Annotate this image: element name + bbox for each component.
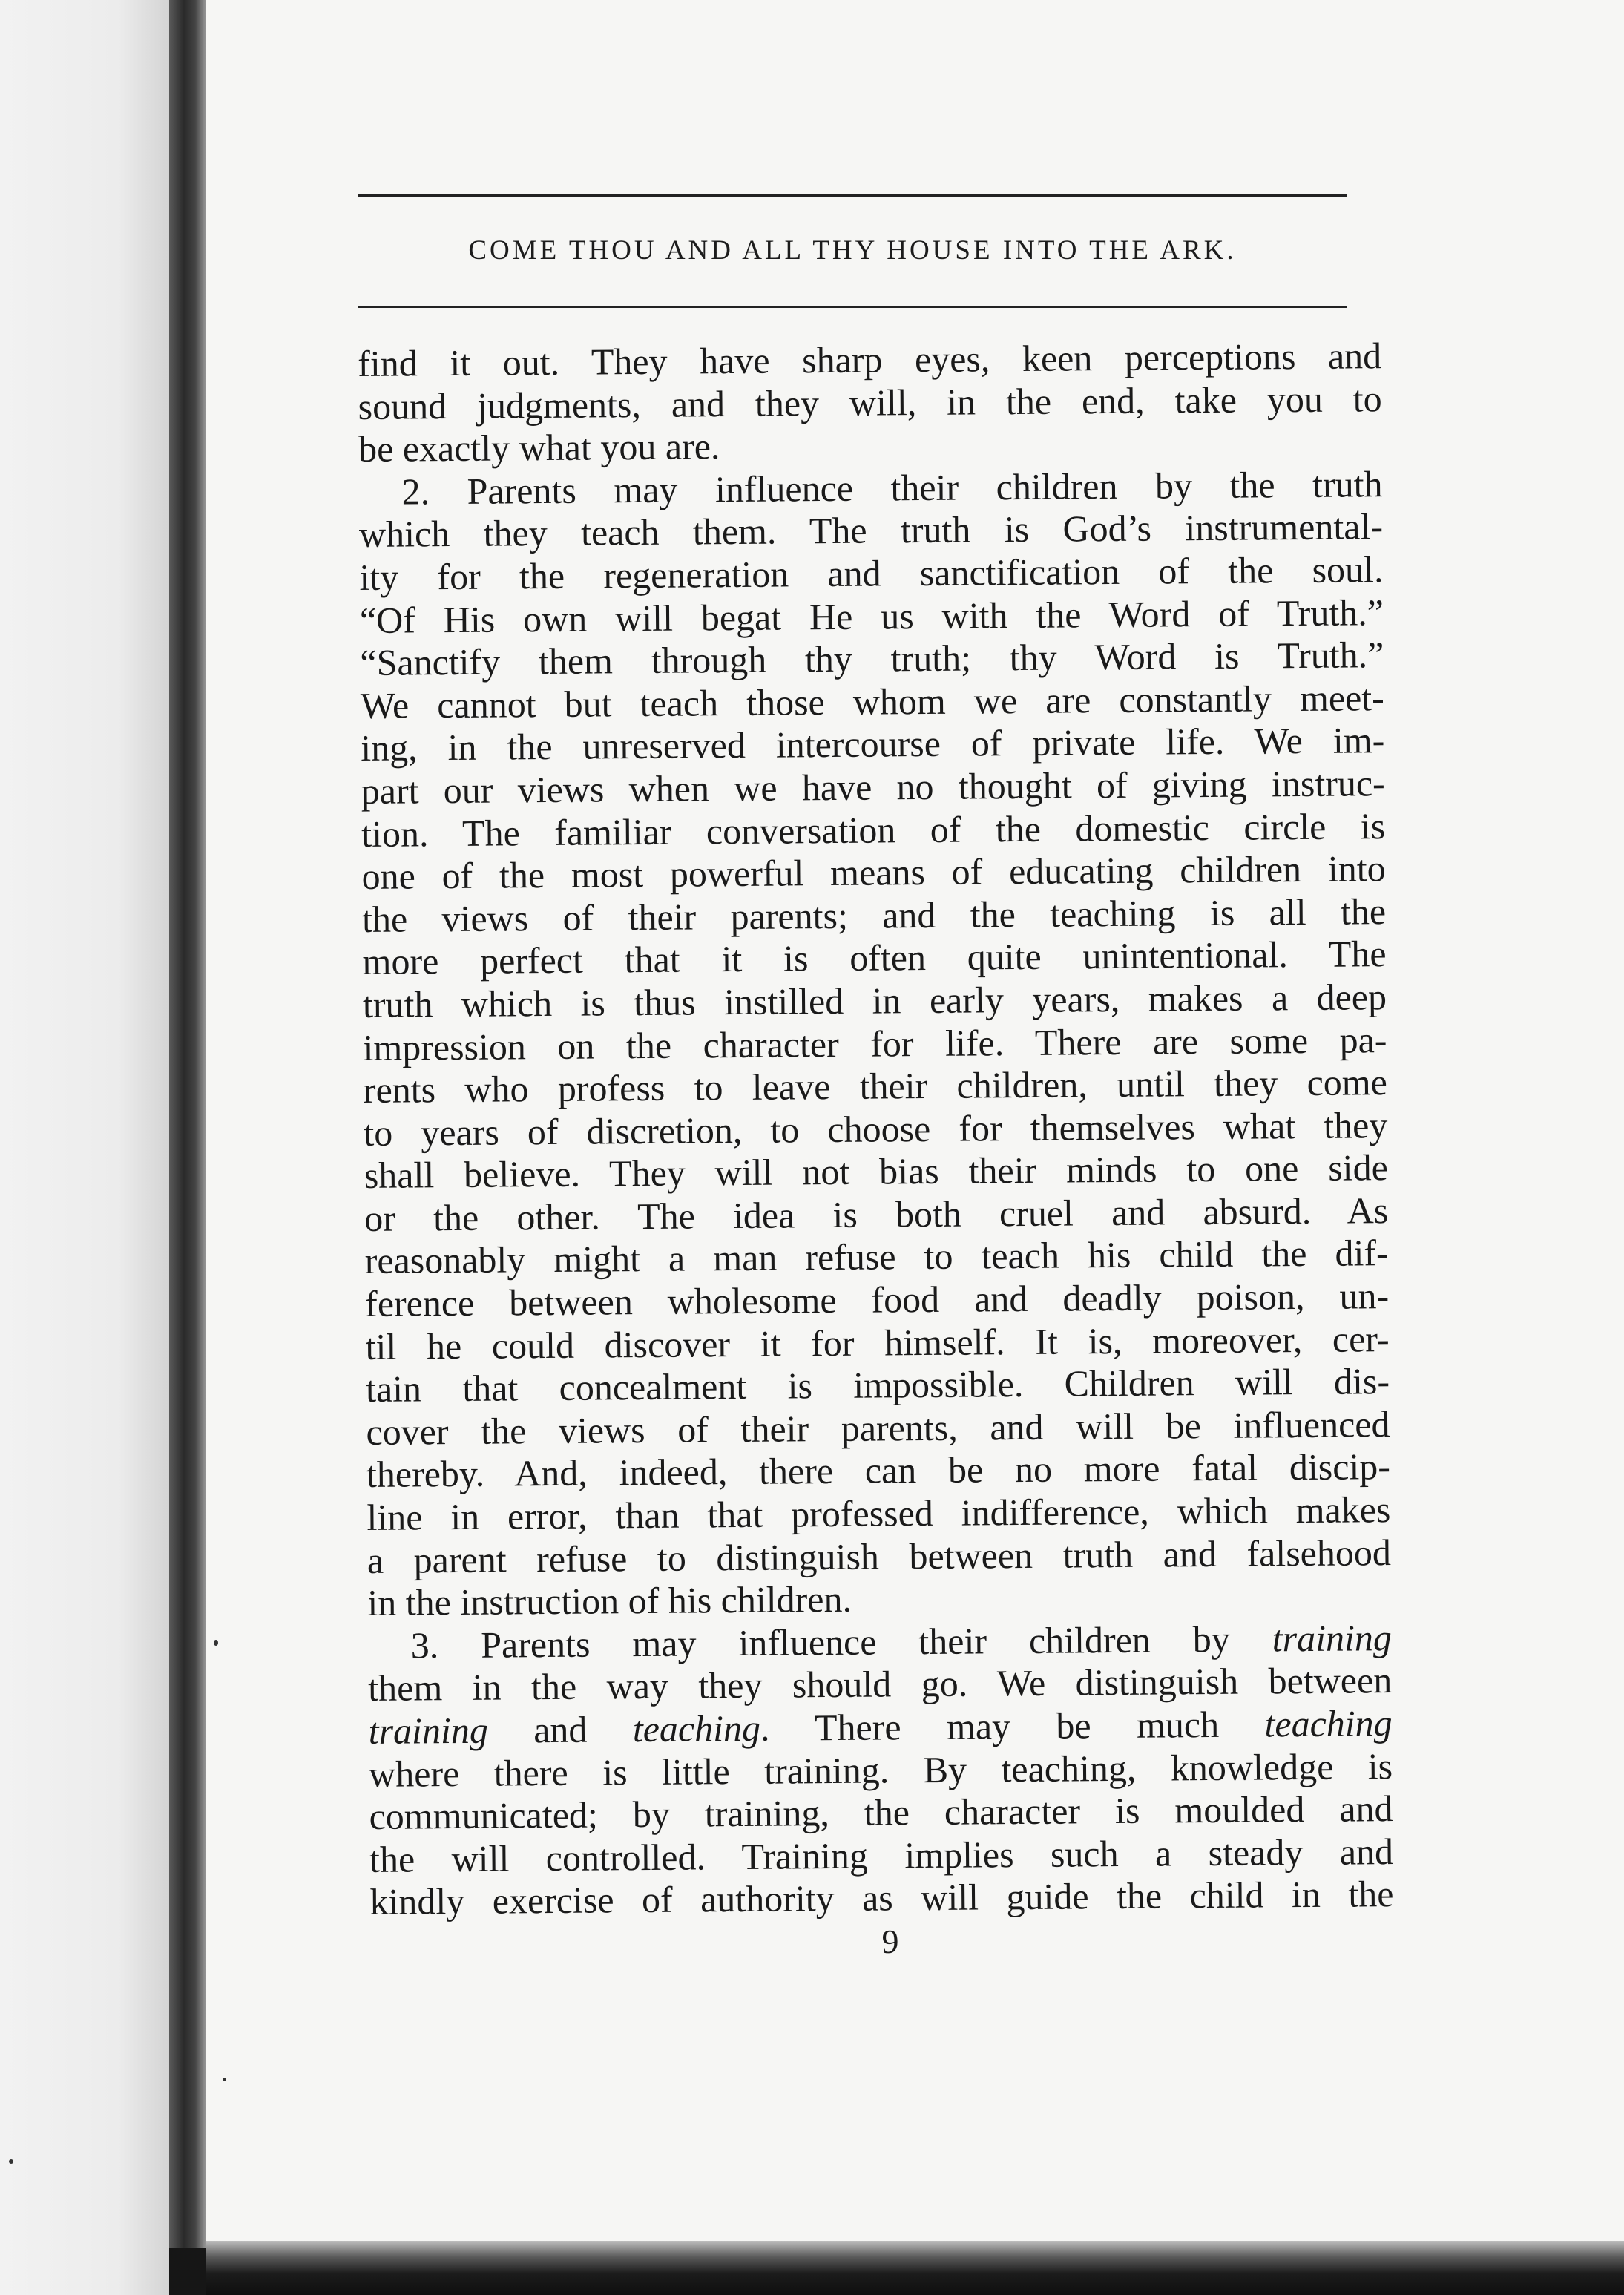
text-line: line in error, than that professed indifference, which makes: [366, 1488, 1391, 1538]
text-line: 2. Parents may influence their children by the truth: [401, 462, 1383, 513]
text-line: “Sanctify them through thy truth; thy Word is Truth.”: [360, 634, 1384, 684]
text-line: truth which is thus instilled in early years, makes a deep: [362, 976, 1387, 1025]
facing-page-edge: [0, 0, 169, 2295]
text-line: which they teach them. The truth is God’s instrumental-: [358, 505, 1384, 556]
text-line: where there is little training. By teaching, knowledge is: [368, 1744, 1393, 1795]
text-line: reasonably might a man refuse to teach his child the dif-: [364, 1232, 1389, 1282]
text-line: them in the way they should go. We distinguish between: [368, 1659, 1393, 1710]
page-bottom-edge: [206, 2241, 1624, 2295]
text-line: ing, in the unreserved intercourse of private life. We im-: [361, 719, 1385, 769]
scan-speck: [223, 2078, 226, 2081]
text-line: in the instruction of his children.: [367, 1578, 852, 1624]
text-line: shall believe. They will not bias their minds to one side: [364, 1146, 1388, 1197]
text-line: cover the views of their parents, and will be influenced: [366, 1402, 1390, 1453]
text-line: sound judgments, and they will, in the end, take you to: [358, 377, 1382, 427]
text-line: part our views when we have no thought of giving instruc-: [361, 762, 1385, 812]
text-line: til he could discover it for himself. It is, moreover, cer-: [365, 1317, 1390, 1368]
text-line: thereby. And, indeed, there can be no more fatal discip-: [366, 1445, 1391, 1496]
text-line: a parent refuse to distinguish between truth and falsehood: [366, 1531, 1392, 1581]
text-line: rents who profess to leave their children, until they come: [363, 1061, 1388, 1112]
text-line: find it out. They have sharp eyes, keen perceptions and: [358, 335, 1382, 384]
text-line: the views of their parents; and the teaching is all the: [361, 890, 1387, 940]
text-line: impression on the character for life. There are some pa-: [363, 1018, 1387, 1068]
book-gutter: [169, 0, 206, 2248]
text-line: ference between wholesome food and deadly poison, un-: [364, 1275, 1390, 1325]
running-head: COME THOU AND ALL THY HOUSE INTO THE ARK.: [468, 235, 1237, 266]
text-line: kindly exercise of authority as will guide the child in the: [369, 1873, 1394, 1923]
body-text: [358, 335, 1394, 1924]
page-number: 9: [881, 1923, 899, 1960]
text-line: ity for the regeneration and sanctification of the soul.: [359, 548, 1384, 598]
text-line: or the other. The idea is both cruel and absurd. As: [364, 1189, 1389, 1239]
text-line: be exactly what you are.: [358, 425, 720, 470]
text-line: to years of discretion, to choose for themselves what they: [364, 1103, 1388, 1154]
text-line: more perfect that it is often quite unintentional. The: [362, 933, 1387, 983]
text-line: tion. The familiar conversation of the domestic circle is: [361, 804, 1386, 855]
text-line: tain that concealment is impossible. Children will dis-: [365, 1360, 1390, 1411]
scan-speck: [214, 1640, 218, 1646]
header-rule-bottom: [358, 306, 1347, 308]
text-line: 3. Parents may influence their children by training: [410, 1616, 1393, 1667]
text-line: communicated; by training, the character is moulded and: [369, 1787, 1393, 1838]
text-line: one of the most powerful means of educating children into: [361, 847, 1386, 898]
text-line: “Of His own will begat He us with the Word of Truth.”: [359, 591, 1384, 641]
scan-speck: [9, 2159, 13, 2164]
header-rule-top: [358, 194, 1347, 197]
text-line: training and teaching. There may be much teaching: [368, 1702, 1393, 1752]
text-line: We cannot but teach those whom we are constantly meet-: [360, 676, 1385, 726]
text-line: the will controlled. Training implies such a steady and: [369, 1830, 1394, 1880]
